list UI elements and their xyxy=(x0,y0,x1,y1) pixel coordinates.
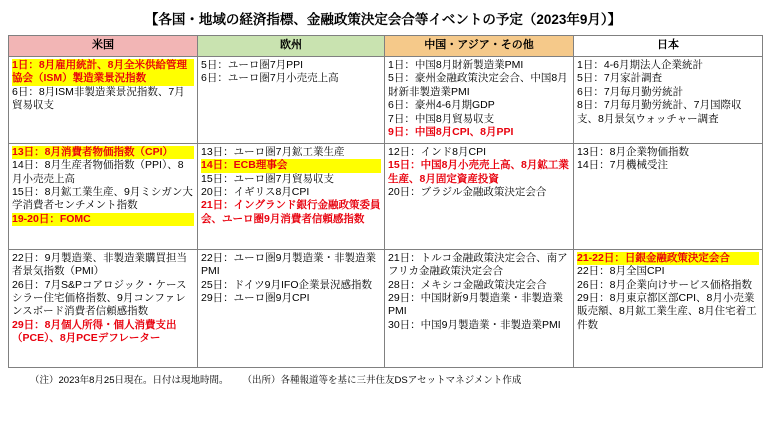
event-entry: 13日：ユーロ圏7月鉱工業生産 xyxy=(201,145,345,158)
event-entry: 1日：中国8月財新製造業PMI xyxy=(388,59,524,71)
event-entry: 14日：7月機械受注 xyxy=(577,159,669,172)
event-entry: 21-22日：日銀金融政策決定会合 xyxy=(577,252,759,265)
column-header-eu: 欧州 xyxy=(198,36,385,57)
event-entry: 21日：イングランド銀行金融政策委員会、ユーロ圏9月消費者信頼感指数 xyxy=(201,199,381,225)
event-entry: 14日：8月生産者物価指数（PPI）、8月小売売上高 xyxy=(12,159,184,185)
event-calendar-table xyxy=(8,35,763,368)
event-entry: 5日：ユーロ圏7月PPI xyxy=(201,59,304,71)
event-entry: 22日：9月製造業、非製造業購買担当者景気指数（PMI） xyxy=(12,251,188,278)
footer-note-text: （注）2023年8月25日現在。日付は現地時間。 xyxy=(30,374,229,386)
cell-us-week1 xyxy=(9,57,198,144)
event-entry: 19-20日：FOMC xyxy=(12,213,194,226)
event-entry: 22日：ユーロ圏9月製造業・非製造業PMI xyxy=(201,251,377,278)
table-row xyxy=(9,249,763,367)
column-header-jp: 日本 xyxy=(574,36,763,57)
event-entry: 30日：中国9月製造業・非製造業PMI xyxy=(388,318,561,331)
event-entry: 12日：インド8月CPI xyxy=(388,145,487,158)
event-entry: 15日：ユーロ圏7月貿易収支 xyxy=(201,172,335,185)
cell-us-week2 xyxy=(9,143,198,249)
event-entry: 20日：イギリス8月CPI xyxy=(201,185,310,198)
event-entry: 6日：豪州4-6月期GDP xyxy=(388,99,495,112)
event-entry: 1日：8月雇用統計、8月全米供給管理協会（ISM）製造業景況指数 xyxy=(12,59,194,86)
cell-eu-week2 xyxy=(198,143,385,249)
event-entry: 13日：8月企業物価指数 xyxy=(577,145,690,158)
event-entry: 14日：ECB理事会 xyxy=(201,159,381,172)
cell-us-week3 xyxy=(9,249,198,367)
event-entry: 25日：ドイツ9月IFO企業景況感指数 xyxy=(201,278,372,291)
event-entry: 29日：ユーロ圏9月CPI xyxy=(201,291,310,304)
table-body xyxy=(9,57,763,368)
event-entry: 9日：中国8月CPI、8月PPI xyxy=(388,126,514,139)
page-title: 【各国・地域の経済指標、金融政策決定会合等イベントの予定（2023年9月）】 xyxy=(144,12,622,27)
event-entry: 8日：7月毎月勤労統計、7月国際収支、8月景気ウォッチャー調査 xyxy=(577,99,742,125)
event-entry: 7日：中国8月貿易収支 xyxy=(388,112,495,125)
cell-eu-week3 xyxy=(198,249,385,367)
event-entry: 20日：ブラジル金融政策決定会合 xyxy=(388,185,547,198)
event-entry: 26日：8月企業向けサービス価格指数 xyxy=(577,278,753,291)
event-entry: 6日：7月毎月勤労統計 xyxy=(577,85,684,98)
footer-source-text: （出所）各種報道等を基に三井住友DSアセットマネジメント作成 xyxy=(242,374,522,386)
cell-jp-week2 xyxy=(574,143,763,249)
cell-asia-week1 xyxy=(385,57,574,144)
table-header xyxy=(9,36,763,57)
event-entry: 29日：8月個人所得・個人消費支出（PCE）、8月PCEデフレーター xyxy=(12,318,177,345)
event-entry: 6日：ユーロ圏7月小売売上高 xyxy=(201,72,339,85)
table-header-row xyxy=(9,36,763,57)
event-entry: 5日：7月家計調査 xyxy=(577,72,663,85)
event-entry: 29日：中国財新9月製造業・非製造業PMI xyxy=(388,291,564,318)
event-entry: 22日：8月全国CPI xyxy=(577,265,665,278)
event-entry: 28日：メキシコ金融政策決定会合 xyxy=(388,278,547,291)
cell-asia-week2 xyxy=(385,143,574,249)
table-row xyxy=(9,57,763,144)
event-entry: 1日：4-6月期法人企業統計 xyxy=(577,59,704,71)
column-header-us: 米国 xyxy=(9,36,198,57)
event-entry: 13日：8月消費者物価指数（CPI） xyxy=(12,146,194,159)
event-entry: 21日：トルコ金融政策決定会合、南アフリカ金融政策決定会合 xyxy=(388,251,568,278)
cell-asia-week3 xyxy=(385,249,574,367)
table-row xyxy=(9,143,763,249)
column-header-asia: 中国・アジア・その他 xyxy=(385,36,574,57)
event-entry: 15日：中国8月小売売上高、8月鉱工業生産、8月固定資産投資 xyxy=(388,159,569,185)
cell-jp-week1 xyxy=(574,57,763,144)
event-entry: 5日：豪州金融政策決定会合、中国8月財新非製造業PMI xyxy=(388,72,568,98)
event-entry: 26日：7月S&Pコアロジック・ケースシラー住宅価格指数、9月コンファレンスボード消費者信頼感指数 xyxy=(12,278,187,318)
event-entry: 15日：8月鉱工業生産、9月ミシガン大学消費者センチメント指数 xyxy=(12,185,193,212)
cell-eu-week1 xyxy=(198,57,385,144)
footer-note xyxy=(8,372,758,386)
event-entry: 6日：8月ISM非製造業景況指数、7月貿易収支 xyxy=(12,85,185,112)
cell-jp-week3 xyxy=(574,249,763,367)
event-entry: 29日：8月東京都区部CPI、8月小売業販売額、8月鉱工業生産、8月住宅着工件数 xyxy=(577,291,757,331)
